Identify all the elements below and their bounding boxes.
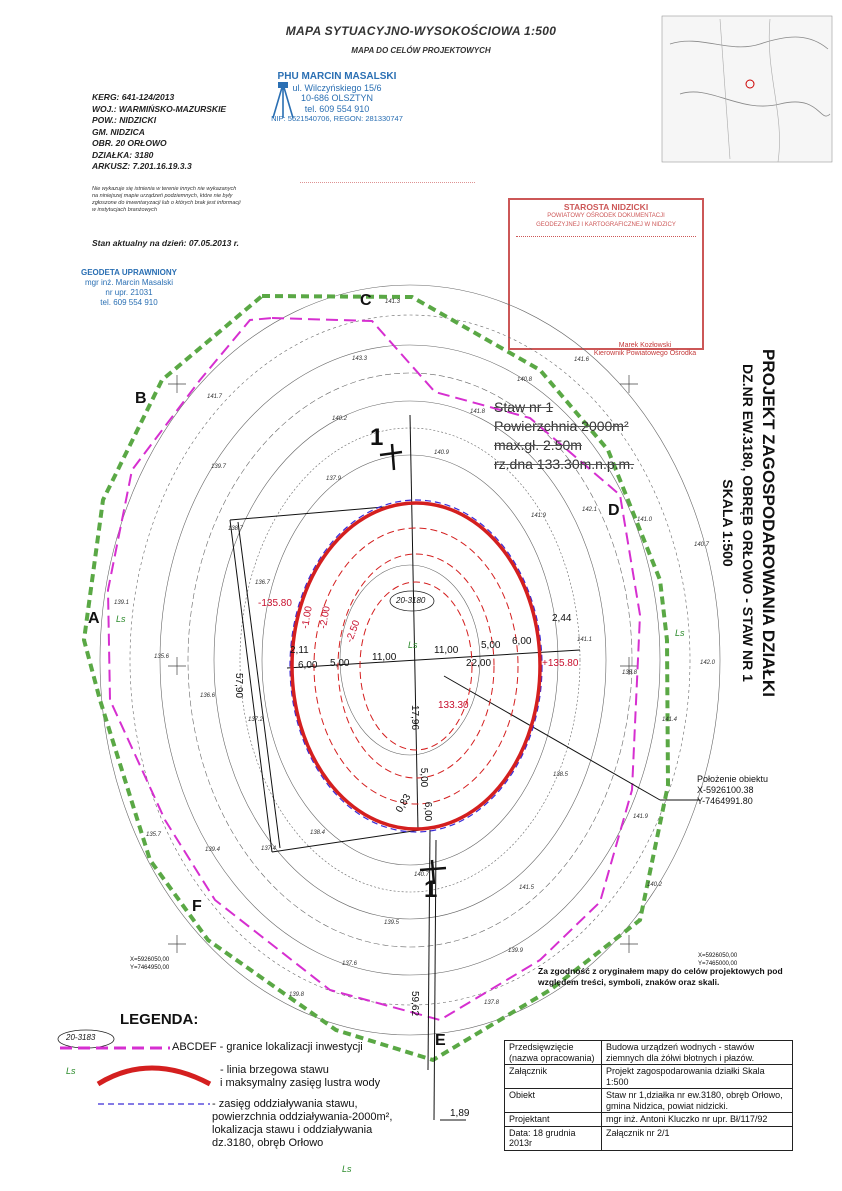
company-stamp-line3: 10-686 OLSZTYN — [300, 93, 374, 103]
geodeta-stamp-line1: GEODETA UPRAWNIONY — [80, 268, 177, 277]
meta-gm: GM. NIDZICA — [92, 126, 145, 137]
ls-label-4: Ls — [342, 1164, 352, 1174]
contour-value: 141.4 — [662, 717, 678, 723]
dim-500b: 5,00 — [481, 640, 501, 651]
dim-600c: 6,00 — [422, 801, 434, 822]
depth-100: -1.00 — [300, 605, 315, 630]
utilities-note: Nie wykazuje się istnienia w terenie innych nie wykazanych na niniejszej mapie urządzeń podziemnych, które nie były zgłoszone do inwentaryzacji lub o których brak jest informacji w instytucjach branżowych — [92, 186, 241, 213]
contour-value: 141.7 — [207, 394, 223, 400]
geodeta-stamp-line3: nr upr. 21031 — [105, 288, 153, 297]
table-key: Projektant — [505, 1113, 602, 1127]
parcel-number: 20-3180 — [396, 596, 426, 605]
coords-left-x: X=5926050,00 — [130, 957, 170, 963]
table-row — [505, 1089, 793, 1113]
section-marks — [380, 444, 446, 884]
table-value: Budowa urządzeń wodnych - stawów ziemnych dla żółwi błotnych i płazów. — [602, 1041, 793, 1065]
point-d-label: D — [608, 502, 620, 519]
contour-value: 143.3 — [352, 356, 368, 362]
contour-value: 137.8 — [484, 1000, 500, 1006]
dim-211: 2,11 — [290, 645, 309, 656]
project-title — [702, 343, 794, 703]
depth-200: -2.00 — [318, 605, 333, 630]
contour-value: 141.6 — [574, 357, 590, 363]
dim-244: 2,44 — [552, 613, 572, 624]
dim-189: 1,89 — [450, 1108, 470, 1119]
office-stamp-title: STAROSTA NIDZICKI — [563, 202, 649, 212]
dim-600b: 6,00 — [512, 636, 532, 647]
contour-value: 139.7 — [211, 464, 227, 470]
contour-value: 138.5 — [553, 772, 569, 778]
contour-value: 135.7 — [146, 832, 162, 838]
dim-1100a: 11,00 — [372, 652, 397, 663]
legend-impact-line2: powierzchnia oddziaływania-2000m², — [212, 1111, 393, 1123]
coords-right-y: Y=7465000,00 — [698, 961, 738, 967]
ls-label-2: Ls — [116, 614, 126, 624]
contour-value: 141.8 — [470, 409, 486, 415]
pond-info — [494, 398, 634, 474]
table-attachment: Załącznik nr 2/1 — [602, 1126, 793, 1150]
dim-5962: 59,62 — [409, 990, 421, 1017]
object-position — [697, 774, 768, 807]
office-stamp-line1: POWIATOWY OŚRODEK DOKUMENTACJI — [547, 213, 665, 219]
position-y: Y-7464991.80 — [697, 796, 753, 806]
legend-impact — [212, 1098, 392, 1150]
contour-value: 140.2 — [332, 416, 348, 422]
company-stamp-line5: NIP: 5621540706, REGON: 281330747 — [271, 114, 403, 123]
meta-kerg: KERG: 641-124/2013 — [92, 92, 175, 102]
table-row — [505, 1041, 793, 1065]
dim-2200: 22,00 — [466, 658, 492, 669]
dim-1100b: 11,00 — [434, 645, 459, 656]
meta-dzialka: DZIAŁKA: 3180 — [92, 149, 154, 160]
dim-600a: 6,00 — [298, 660, 318, 671]
contour-value: 137.6 — [342, 961, 358, 967]
pond-name: Staw nr 1 — [494, 399, 554, 415]
contour-value: 137.2 — [248, 717, 264, 723]
meta-woj: WOJ.: WARMIŃSKO-MAZURSKIE — [92, 103, 227, 114]
office-sign-role: Kierownik Powiatowego Ośrodka — [593, 350, 697, 357]
table-row — [505, 1065, 793, 1089]
dim-083: 0,83 — [394, 792, 414, 815]
table-row — [505, 1113, 793, 1127]
coords-left-y: Y=7464950,00 — [130, 965, 170, 971]
legend-shore-line1: - linia brzegowa stawu — [220, 1064, 329, 1076]
table-value: Staw nr 1,działka nr ew.3180, obręb Orłowo, gmina Nidzica, powiat nidzicki. — [602, 1089, 793, 1113]
office-sign-name: Marek Kozłowski — [618, 342, 672, 349]
conformity-statement: Za zgodność z oryginałem mapy do celów projektowych pod względem treści, symboli, znaków oraz skali. — [538, 966, 783, 987]
pond-area: Powierzchnia 2000m² — [494, 418, 629, 434]
contour-value: 140.2 — [647, 882, 663, 888]
contour-value: 141.3 — [385, 299, 401, 305]
legend-impact-line3: lokalizacja stawu i oddziaływania — [212, 1124, 373, 1136]
depth-250: -2.50 — [344, 618, 363, 645]
meta-pow: POW.: NIDZICKI — [92, 115, 157, 125]
contour-value: 142.0 — [700, 660, 716, 666]
table-value: mgr inż. Antoni Kluczko nr upr. Bł/117/92 — [602, 1113, 793, 1127]
legend-shore-arc — [98, 1068, 210, 1084]
ls-label-5: Ls — [408, 640, 418, 650]
table-key: Przedsięwzięcie (nazwa opracowania) — [505, 1041, 602, 1065]
legend-title: LEGENDA: — [120, 1011, 199, 1028]
contour-value: 140.9 — [434, 450, 450, 456]
contour-value: 140.7 — [694, 542, 710, 548]
pond-bottom: rz.dna 133.30m.n.p.m. — [494, 456, 635, 472]
contour-value: 141.0 — [637, 517, 653, 523]
contour-value: 139.9 — [508, 948, 524, 954]
contour-value: 139.4 — [205, 847, 221, 853]
legend-shore-line2: i maksymalny zasięg lustra wody — [220, 1077, 381, 1089]
legend-impact-line1: - zasięg oddziaływania stawu, — [212, 1098, 358, 1110]
table-date: Data: 18 grudnia 2013r — [505, 1126, 602, 1150]
project-title-line3: SKALA 1:500 — [720, 479, 736, 567]
pond-depth: max.gł. 2.50m — [494, 437, 582, 453]
point-a-label: A — [88, 610, 100, 627]
level-bottom: 133.30 — [438, 700, 469, 711]
coords-right-x: X=5926050,00 — [698, 953, 738, 959]
contour-value: 139.8 — [289, 992, 305, 998]
contour-value: 139.1 — [114, 600, 130, 606]
table-value: Projekt zagospodarowania działki Skala 1:500 — [602, 1065, 793, 1089]
legend-parcel-number: 20-3183 — [66, 1033, 96, 1042]
map-title: MAPA SYTUACYJNO-WYSOKOŚCIOWA 1:500 — [285, 24, 557, 38]
contour-value: 141.5 — [519, 885, 535, 891]
legend-abcdef: ABCDEF - granice lokalizacji inwestycji — [172, 1041, 363, 1053]
table-row — [505, 1126, 793, 1150]
dim-500c: 5,00 — [418, 767, 430, 788]
dim-1796: 17,96 — [409, 704, 421, 731]
contour-value: 137.9 — [326, 476, 342, 482]
section-mark-bottom: 1 — [424, 876, 438, 903]
office-stamp-line2: GEODEZYJNEJ I KARTOGRAFICZNEJ W NIDZICY — [536, 222, 676, 228]
contour-value: 138.8 — [622, 670, 638, 676]
contour-value: 141.1 — [577, 637, 593, 643]
project-title-line2: DZ.NR EW.3180, OBRĘB ORŁOWO - STAW NR 1 — [740, 364, 756, 682]
ls-label-1: Ls — [675, 628, 685, 638]
point-e-label: E — [435, 1032, 446, 1049]
contour-value: 141.9 — [633, 814, 649, 820]
legend-shore — [220, 1064, 380, 1090]
level-right: +135.80 — [542, 658, 579, 669]
level-left: -135.80 — [258, 598, 292, 609]
status-date: Stan aktualny na dzień: 07.05.2013 r. — [92, 238, 239, 248]
contour-value: 141.9 — [531, 513, 547, 519]
table-key: Obiekt — [505, 1089, 602, 1113]
contour-value: 136.7 — [255, 580, 271, 586]
map-subtitle: MAPA DO CELÓW PROJEKTOWYCH — [351, 46, 491, 55]
point-f-label: F — [192, 898, 202, 915]
contour-value: 137.4 — [261, 846, 277, 852]
table-key: Załącznik — [505, 1065, 602, 1089]
contour-value: 142.1 — [582, 507, 598, 513]
project-title-line1: PROJEKT ZAGOSPODAROWANIA DZIAŁKI — [759, 349, 778, 697]
company-stamp-line1: PHU MARCIN MASALSKI — [277, 71, 397, 82]
legend-impact-line4: dz.3180, obręb Orłowo — [212, 1137, 324, 1149]
company-stamp-line2: ul. Wilczyńskiego 15/6 — [292, 82, 382, 93]
contour-value: 140.7 — [414, 872, 430, 878]
company-stamp-line4: tel. 609 554 910 — [304, 103, 370, 114]
coords-left — [130, 956, 169, 972]
dim-500a: 5,00 — [330, 658, 350, 669]
contour-value: 138.7 — [228, 526, 244, 532]
point-c-label: C — [360, 292, 372, 309]
position-label: Położenie obiektu — [697, 774, 769, 784]
ls-label-3: Ls — [66, 1066, 76, 1076]
title-block-table — [504, 1040, 793, 1151]
geodeta-stamp-line2: mgr inż. Marcin Masalski — [84, 278, 173, 287]
dimension-lines — [230, 415, 700, 1120]
point-b-label: B — [135, 390, 147, 407]
dim-5790: 57,90 — [233, 672, 245, 699]
section-mark-top: 1 — [370, 424, 384, 451]
geodeta-stamp-line4: tel. 609 554 910 — [100, 298, 158, 307]
contour-value: 136.6 — [200, 693, 216, 699]
meta-arkusz: ARKUSZ: 7.201.16.19.3.3 — [92, 161, 192, 171]
meta-obr: OBR. 20 ORŁOWO — [92, 138, 167, 148]
contour-value: 138.4 — [310, 830, 326, 836]
position-x: X-5926100.38 — [697, 785, 754, 795]
contour-value: 135.6 — [154, 654, 170, 660]
contour-value: 140.8 — [517, 377, 533, 383]
contour-value: 139.5 — [384, 920, 400, 926]
